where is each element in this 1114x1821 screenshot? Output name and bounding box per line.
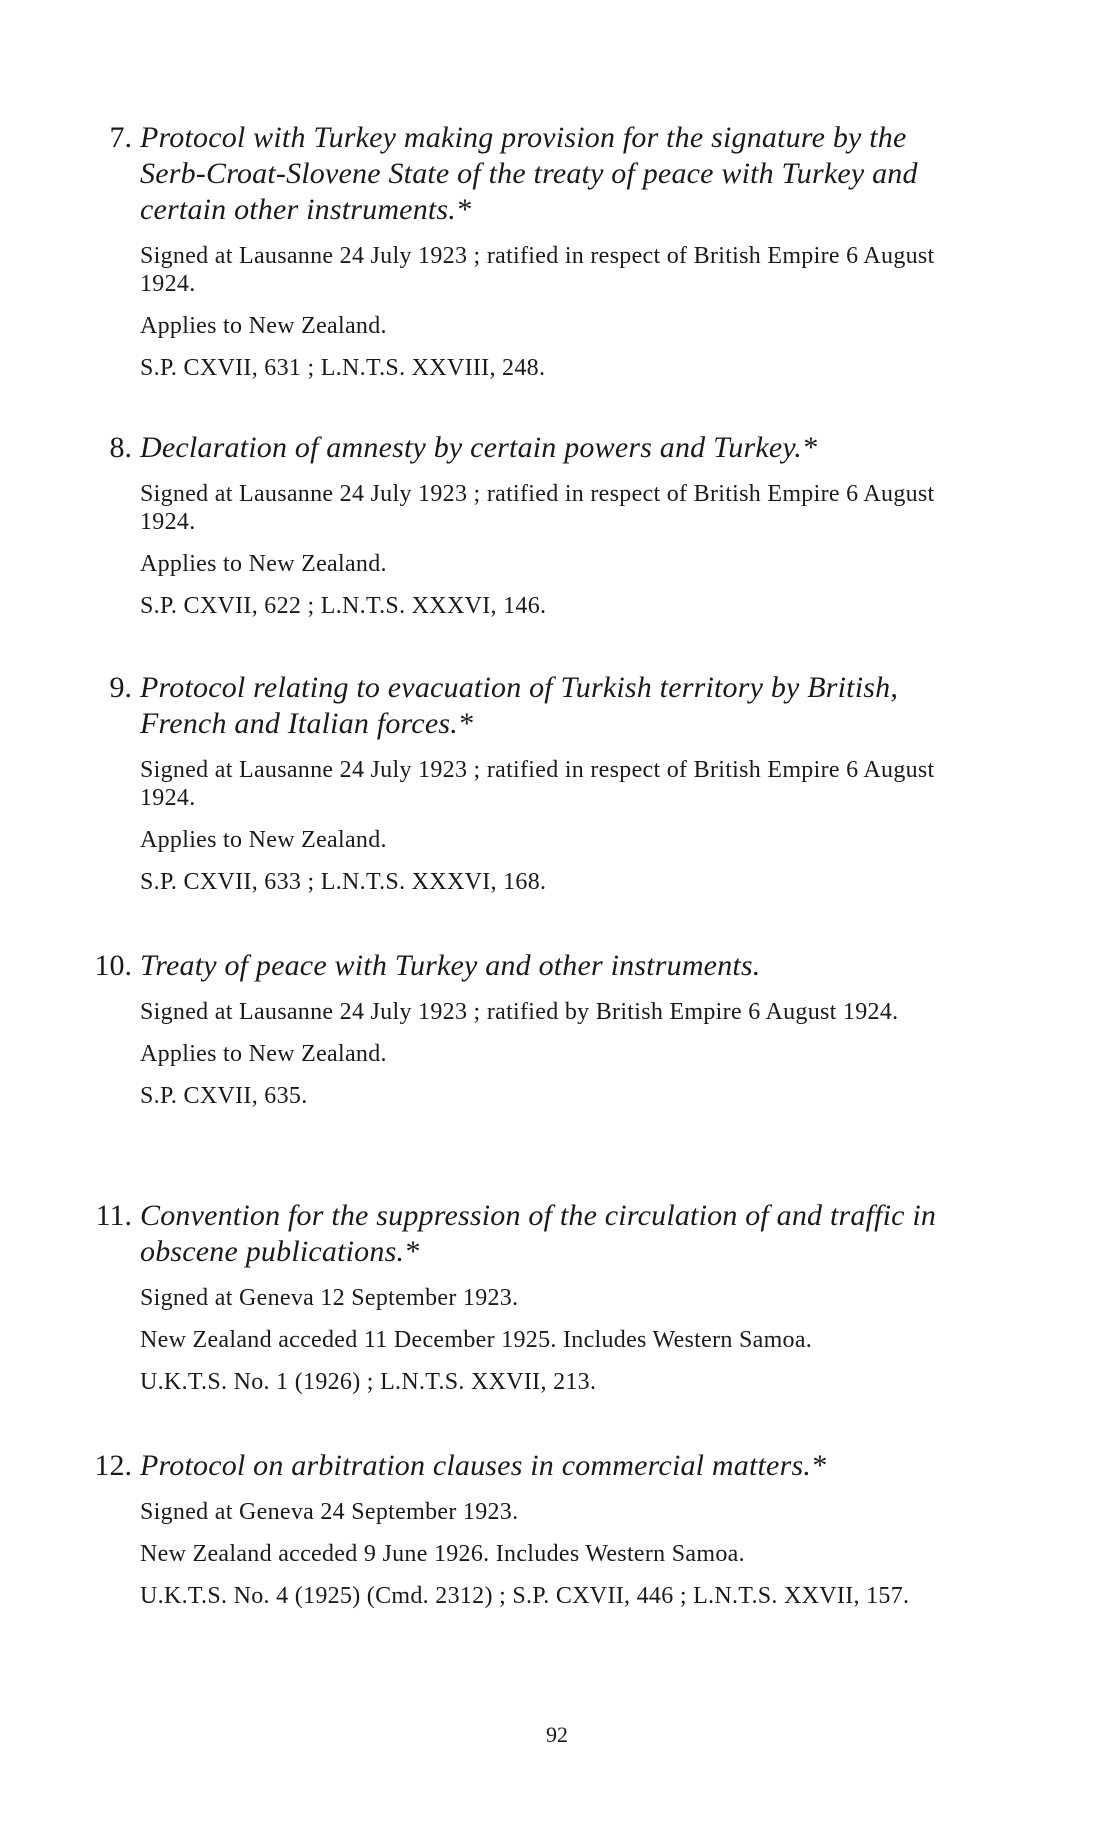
signature-line: Signed at Lausanne 24 July 1923 ; ratified in respect of British Empire 6 August 1924. — [140, 481, 935, 535]
applicability-line: Applies to New Zealand. — [140, 551, 387, 577]
entry-title: Declaration of amnesty by certain powers and Turkey.* — [140, 431, 818, 464]
entry-details — [0, 480, 970, 620]
entry-heading — [0, 1198, 970, 1270]
signature-line: Signed at Lausanne 24 July 1923 ; ratified in respect of British Empire 6 August 1924. — [140, 757, 935, 811]
signature-line: Signed at Geneva 12 September 1923. — [140, 1285, 519, 1311]
treaty-entry-9 — [0, 670, 1114, 910]
entry-number: 11. — [95, 1199, 132, 1232]
entry-title: Protocol relating to evacuation of Turkish territory by British, French and Italian forces.* — [140, 671, 899, 740]
entry-details — [0, 1498, 970, 1610]
accession-line: New Zealand acceded 11 December 1925. Includes Western Samoa. — [140, 1327, 813, 1353]
applicability-line: Applies to New Zealand. — [140, 313, 387, 339]
entry-number: 12. — [94, 1449, 132, 1482]
page-number: 92 — [546, 1722, 568, 1747]
treaty-entry-7 — [0, 120, 1114, 396]
entry-title: Protocol on arbitration clauses in commercial matters.* — [140, 1449, 827, 1482]
applicability-line: Applies to New Zealand. — [140, 1041, 387, 1067]
reference-line: S.P. CXVII, 633 ; L.N.T.S. XXXVI, 168. — [140, 869, 547, 895]
entry-title: Treaty of peace with Turkey and other instruments. — [140, 949, 761, 982]
entry-heading — [0, 948, 970, 984]
treaty-entry-11 — [0, 1198, 1114, 1410]
treaty-entry-8 — [0, 430, 1114, 634]
entry-number: 10. — [94, 949, 132, 982]
entry-details — [0, 998, 970, 1110]
entry-number: 9. — [109, 671, 132, 704]
reference-line: S.P. CXVII, 622 ; L.N.T.S. XXXVI, 146. — [140, 593, 547, 619]
entry-number: 8. — [109, 431, 132, 464]
accession-line: New Zealand acceded 9 June 1926. Includes Western Samoa. — [140, 1541, 745, 1567]
reference-line: U.K.T.S. No. 4 (1925) (Cmd. 2312) ; S.P. CXVII, 446 ; L.N.T.S. XXVII, 157. — [140, 1583, 910, 1609]
reference-line: S.P. CXVII, 635. — [140, 1083, 308, 1109]
signature-line: Signed at Lausanne 24 July 1923 ; ratified by British Empire 6 August 1924. — [140, 999, 899, 1025]
entry-title: Protocol with Turkey making provision for the signature by the Serb-Croat-Slovene State of the treaty of peace with Turkey and certain other instruments.* — [140, 121, 918, 226]
signature-line: Signed at Geneva 24 September 1923. — [140, 1499, 519, 1525]
entry-number: 7. — [109, 121, 132, 154]
applicability-line: Applies to New Zealand. — [140, 827, 387, 853]
reference-line: S.P. CXVII, 631 ; L.N.T.S. XXVIII, 248. — [140, 355, 546, 381]
entry-heading — [0, 120, 970, 228]
entry-details — [0, 756, 970, 896]
entry-details — [0, 242, 970, 382]
treaty-entry-12 — [0, 1448, 1114, 1624]
signature-line: Signed at Lausanne 24 July 1923 ; ratified in respect of British Empire 6 August 1924. — [140, 243, 935, 297]
entry-heading — [0, 1448, 970, 1484]
entry-details — [0, 1284, 970, 1396]
treaty-entry-10 — [0, 948, 1114, 1124]
entry-heading — [0, 670, 970, 742]
entry-heading — [0, 430, 970, 466]
entry-title: Convention for the suppression of the circulation of and traffic in obscene publications.* — [140, 1199, 937, 1268]
reference-line: U.K.T.S. No. 1 (1926) ; L.N.T.S. XXVII, 213. — [140, 1369, 597, 1395]
